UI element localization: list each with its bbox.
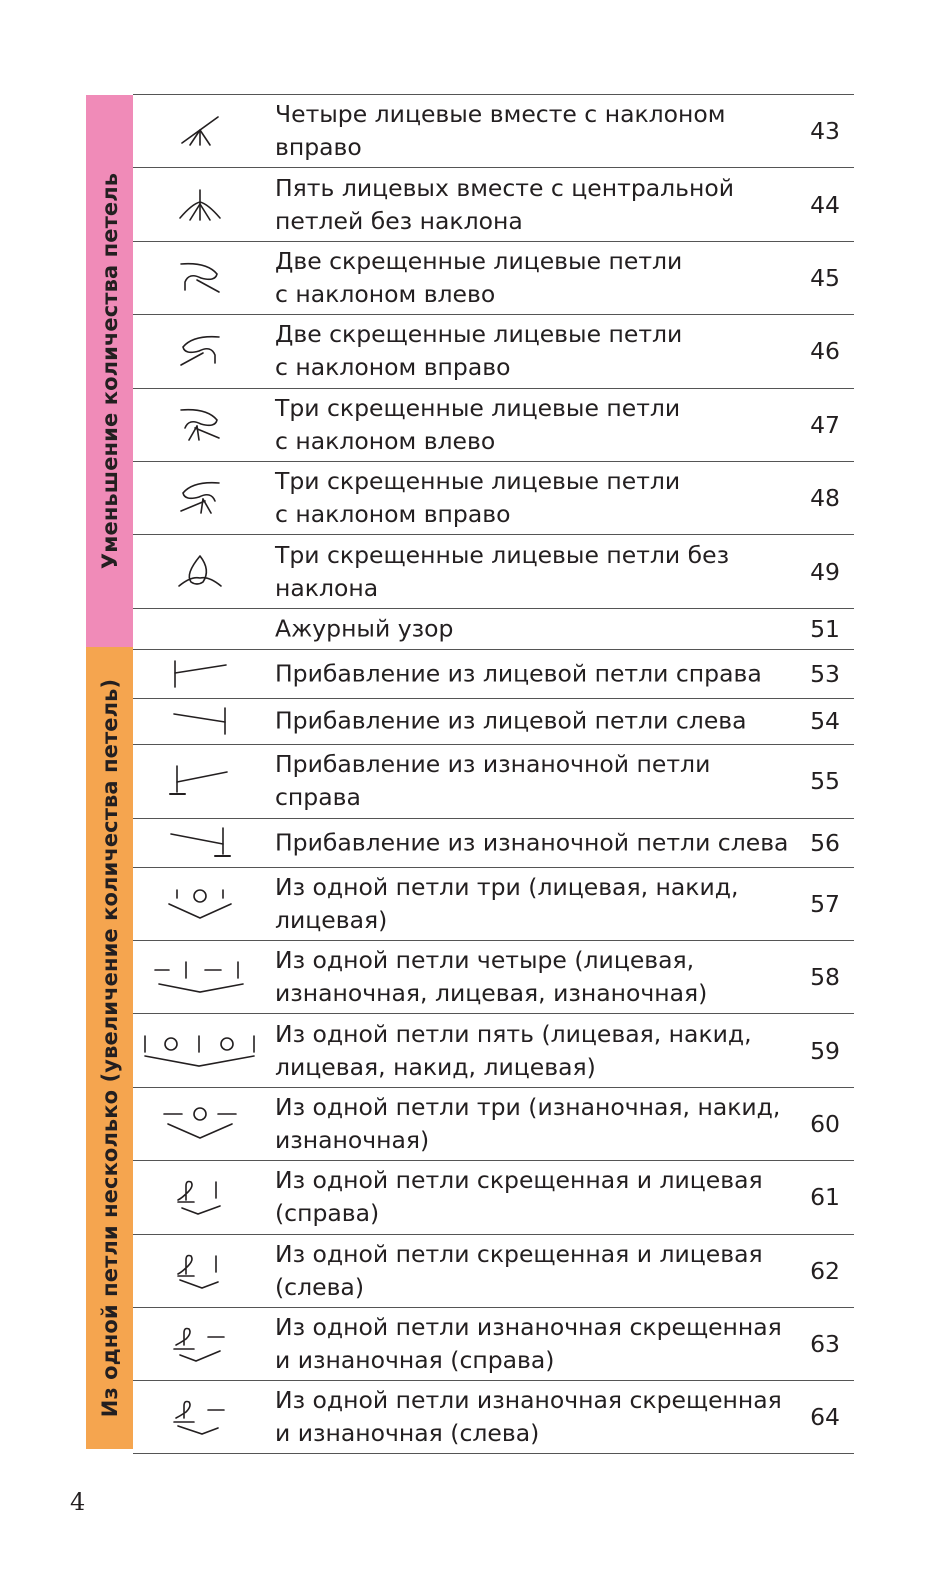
row-text: Из одной петли три (лицевая, накид, лицевая)	[275, 872, 739, 934]
table-row	[133, 1160, 854, 1233]
four-from-one-icon	[133, 941, 267, 1013]
row-text: Ажурный узор	[275, 614, 454, 643]
three-crossed-knit-right-icon	[133, 462, 267, 534]
row-page: 55	[810, 767, 840, 796]
row-text: Три скрещенные лицевые петли с наклоном влево	[275, 393, 681, 455]
row-page: 54	[810, 707, 840, 736]
three-from-one-purl-icon	[133, 1088, 267, 1160]
row-page: 47	[810, 410, 840, 439]
purl-crossed-and-purl-right-icon	[133, 1308, 267, 1380]
row-page: 64	[810, 1403, 840, 1432]
row-text: Из одной петли скрещенная и лицевая (слева)	[275, 1239, 763, 1301]
row-page: 44	[810, 190, 840, 219]
row-page: 58	[810, 963, 840, 992]
table-row	[133, 867, 854, 940]
row-page: 62	[810, 1256, 840, 1285]
page-number: 4	[70, 1488, 86, 1516]
table-row	[133, 608, 854, 649]
row-text: Три скрещенные лицевые петли с наклоном вправо	[275, 467, 681, 529]
row-page: 57	[810, 889, 840, 918]
decrease-section-band	[86, 95, 133, 647]
table-row	[133, 534, 854, 607]
five-knit-together-center-icon	[133, 168, 267, 240]
row-text: Из одной петли изнаночная скрещенная и изнаночная (слева)	[275, 1386, 782, 1448]
increase-section-label: Из одной петли несколько (увеличение количества петель)	[97, 678, 122, 1418]
table-row	[133, 1234, 854, 1307]
row-text: Из одной петли изнаночная скрещенная и изнаночная (справа)	[275, 1313, 782, 1375]
table-row	[133, 649, 854, 698]
two-crossed-knit-left-icon	[133, 242, 267, 314]
row-text: Прибавление из лицевой петли справа	[275, 659, 762, 688]
crossed-and-knit-right-icon	[133, 1161, 267, 1233]
decrease-section-label: Уменьшение количества петель	[97, 172, 122, 570]
three-from-one-knit-icon	[133, 868, 267, 940]
increase-purl-right-icon	[133, 745, 267, 817]
table-row	[133, 1013, 854, 1086]
row-page: 56	[810, 828, 840, 857]
five-from-one-icon	[133, 1014, 267, 1086]
three-crossed-knit-left-icon	[133, 389, 267, 461]
table-row	[133, 461, 854, 534]
row-text: Из одной петли три (изнаночная, накид, изнаночная)	[275, 1092, 781, 1154]
row-page: 45	[810, 263, 840, 292]
increase-knit-left-icon	[133, 699, 267, 745]
row-page: 43	[810, 117, 840, 146]
crossed-and-knit-left-icon	[133, 1235, 267, 1307]
increase-knit-right-icon	[133, 650, 267, 698]
row-text: Из одной петли пять (лицевая, накид, лицевая, накид, лицевая)	[275, 1019, 752, 1081]
row-text: Из одной петли четыре (лицевая, изнаночная, лицевая, изнаночная)	[275, 946, 708, 1008]
row-page: 49	[810, 557, 840, 586]
table-row	[133, 1380, 854, 1453]
increase-section-band	[86, 647, 133, 1449]
row-page: 63	[810, 1330, 840, 1359]
three-crossed-knit-center-icon	[133, 535, 267, 607]
four-knit-together-right-icon	[133, 95, 267, 167]
row-text: Две скрещенные лицевые петли с наклоном влево	[275, 246, 683, 308]
row-text: Прибавление из изнаночной петли справа	[275, 750, 711, 812]
two-crossed-knit-right-icon	[133, 315, 267, 387]
row-text: Три скрещенные лицевые петли без наклона	[275, 540, 730, 602]
row-page: 61	[810, 1183, 840, 1212]
purl-crossed-and-purl-left-icon	[133, 1381, 267, 1452]
symbol-table	[133, 94, 854, 1454]
table-row	[133, 314, 854, 387]
row-page: 46	[810, 337, 840, 366]
row-page: 51	[810, 614, 840, 643]
row-text: Четыре лицевые вместе с наклоном вправо	[275, 100, 726, 162]
row-page: 48	[810, 484, 840, 513]
row-text: Две скрещенные лицевые петли с наклоном вправо	[275, 320, 683, 382]
table-row	[133, 241, 854, 314]
table-row	[133, 818, 854, 867]
table-row	[133, 1307, 854, 1380]
row-page: 53	[810, 659, 840, 688]
row-text: Пять лицевых вместе с центральной петлей без наклона	[275, 173, 735, 235]
row-text: Из одной петли скрещенная и лицевая (справа)	[275, 1166, 763, 1228]
table-row	[133, 744, 854, 817]
increase-purl-left-icon	[133, 819, 267, 867]
table-row	[133, 940, 854, 1013]
table-row	[133, 167, 854, 240]
table-row	[133, 388, 854, 461]
table-row	[133, 94, 854, 167]
row-text: Прибавление из лицевой петли слева	[275, 706, 747, 735]
row-text: Прибавление из изнаночной петли слева	[275, 828, 789, 857]
table-row	[133, 1087, 854, 1160]
row-page: 59	[810, 1036, 840, 1065]
row-page: 60	[810, 1109, 840, 1138]
table-row	[133, 698, 854, 745]
